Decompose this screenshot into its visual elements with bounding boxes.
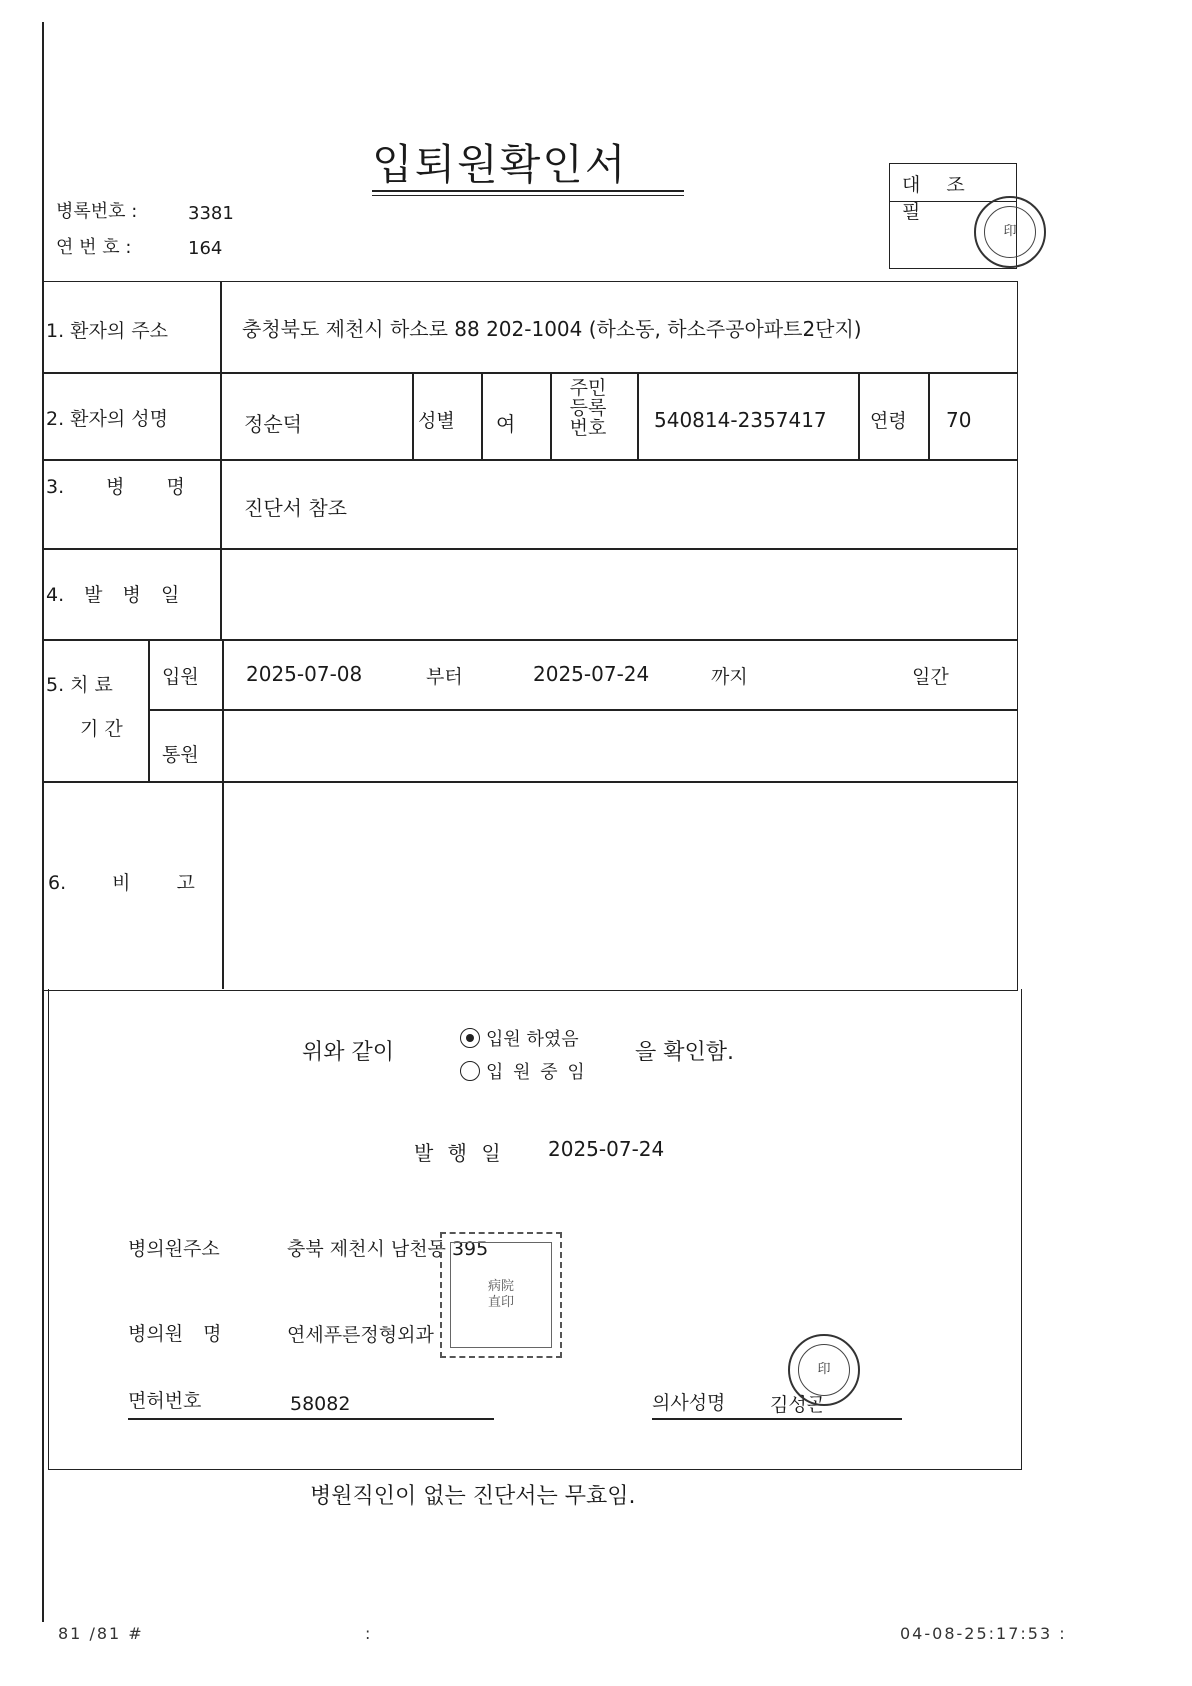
license-number: 58082 [290,1393,351,1415]
hospital-name-label: 병의원 명 [128,1323,222,1345]
record-number-label: 병록번호 : [56,201,138,222]
doctor-label: 의사성명 [652,1392,726,1414]
issue-date: 2025-07-24 [548,1137,665,1161]
license-label: 면허번호 [128,1390,202,1412]
from-word: 부터 [426,666,463,688]
fax-timestamp: 04-08-25:17:53 : [900,1624,1067,1643]
verification-box-header: 대 조 필 [890,164,1016,202]
days-word: 일간 [912,666,949,688]
hospital-address-label: 병의원주소 [128,1238,220,1260]
sex-value: 여 [496,412,516,436]
to-word: 까지 [711,666,748,688]
address-label: 1. 환자의 주소 [46,320,168,342]
age-label: 연령 [870,410,907,432]
to-date: 2025-07-24 [533,662,650,686]
option-admitted: 입원 하였음 [486,1029,579,1050]
onset-label: 4. 발 병 일 [46,584,180,606]
fax-page-marker: 81 /81 # [58,1624,144,1643]
issue-label: 발 행 일 [414,1141,501,1165]
address-value: 충청북도 제천시 하소로 88 202-1004 (하소동, 하소주공아파트2단지) [242,317,862,341]
serial-number: 164 [188,238,223,259]
hospital-address: 충북 제천시 남천동 395 [287,1238,489,1260]
document-title: 입퇴원확인서 [372,140,628,189]
treatment-label-line1: 5. 치 료 [46,674,113,696]
hospital-name: 연세푸른정형외과 [287,1324,434,1346]
outpatient-label: 통원 [162,744,199,766]
fax-separator: : [365,1624,373,1643]
confirm-prefix: 위와 같이 [302,1040,395,1065]
name-value: 정순덕 [244,412,302,436]
doctor-name: 김성곤 [770,1394,826,1416]
radio-admitted [460,1028,480,1048]
confirm-suffix: 을 확인함. [635,1040,734,1065]
radio-inpatient [460,1061,480,1081]
license-underline [128,1418,494,1420]
hospital-seal-icon: 病院 直印 [440,1232,562,1358]
rrn-label: 주민등록번호 [569,377,607,439]
disease-label: 3. 병 명 [46,476,185,498]
record-number: 3381 [188,203,234,224]
invalid-notice: 병원직인이 없는 진단서는 무효임. [310,1484,636,1509]
verification-seal-icon: 印 [974,196,1046,268]
rrn-value: 540814-2357417 [654,408,827,432]
option-inpatient: 입 원 중 임 [486,1062,587,1083]
remarks-label: 6. 비 고 [48,872,195,894]
doctor-underline [652,1418,902,1420]
inpatient-label: 입원 [162,666,199,688]
doctor-seal-icon: 印 [788,1334,860,1406]
title-underline [372,190,684,192]
name-label: 2. 환자의 성명 [46,408,168,430]
age-value: 70 [946,408,972,432]
sex-label: 성별 [418,410,455,432]
from-date: 2025-07-08 [246,662,363,686]
treatment-label-line2: 기 간 [80,718,123,740]
title-underline-2 [372,195,684,196]
serial-number-label: 연 번 호 : [56,237,132,258]
disease-value: 진단서 참조 [244,496,347,520]
